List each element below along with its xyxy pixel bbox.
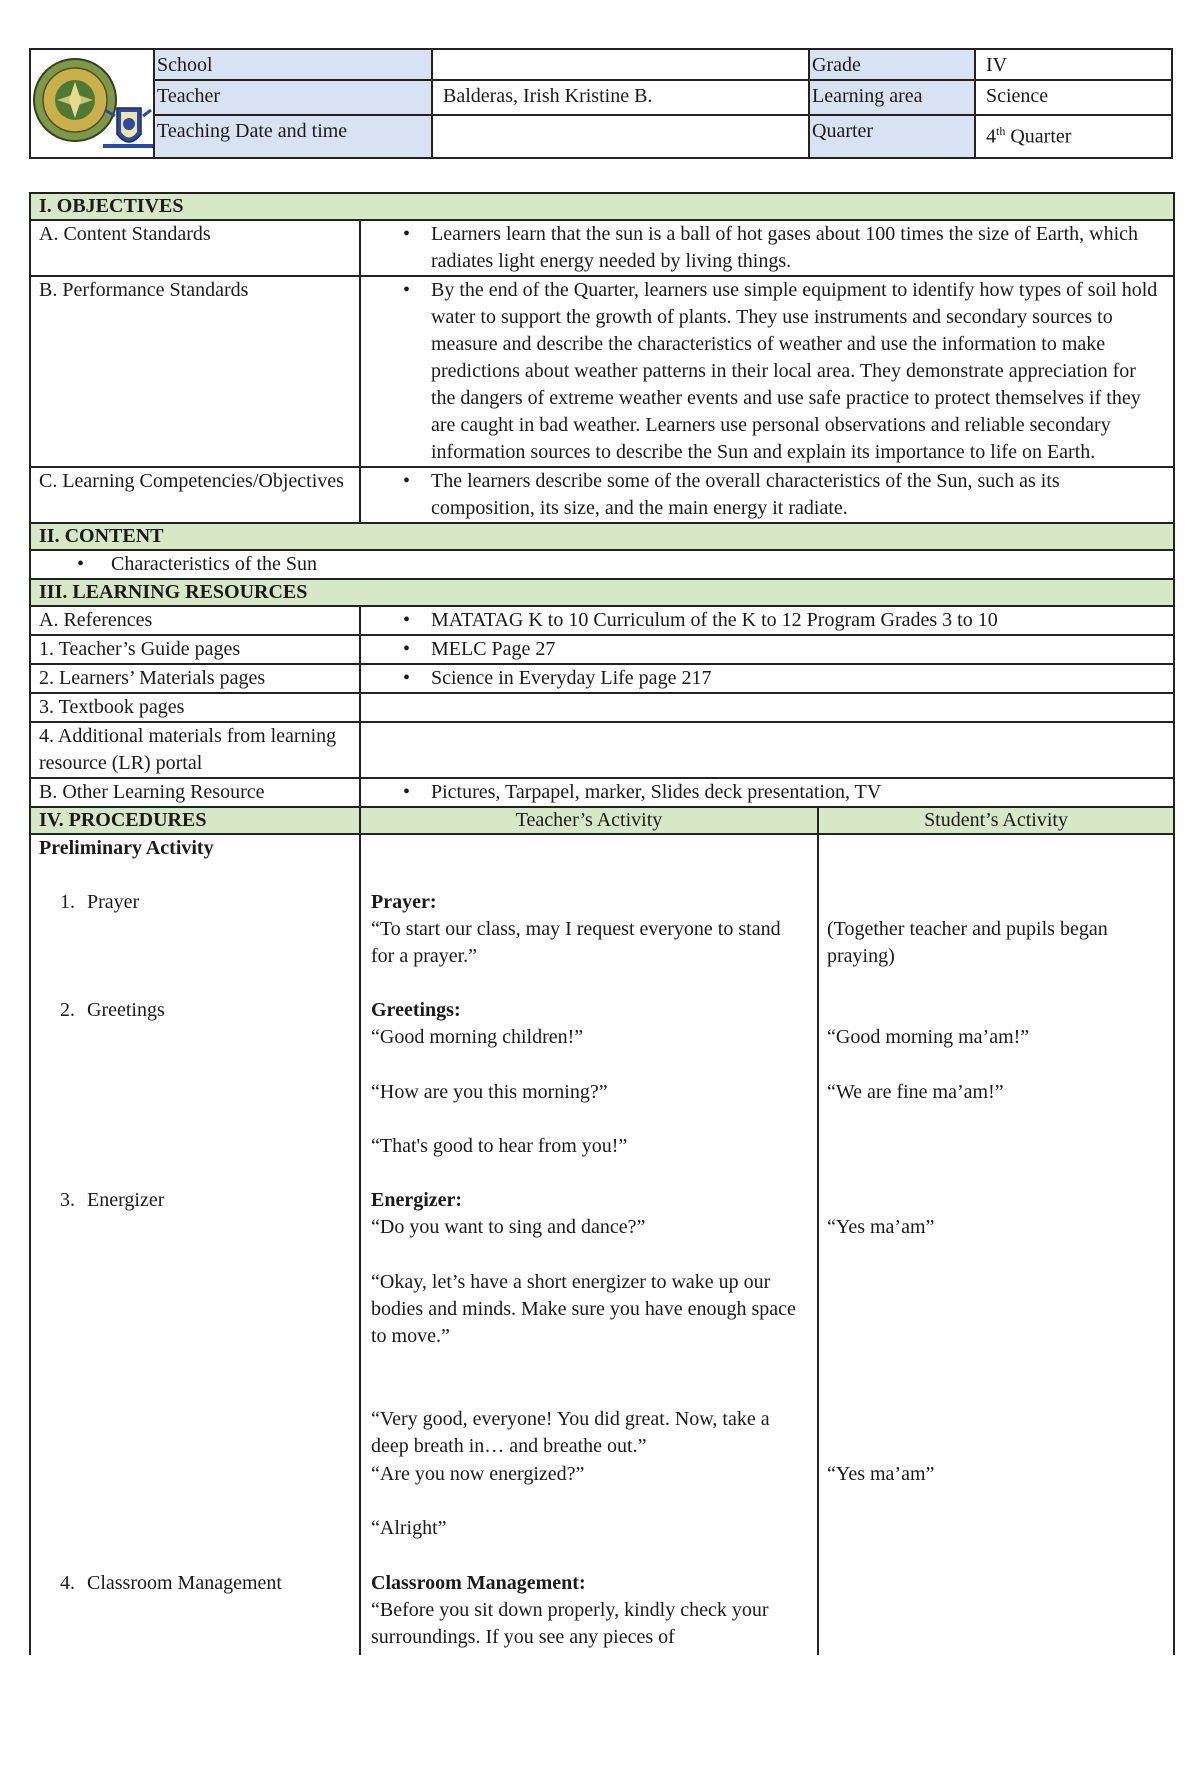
school-label: School [155, 50, 433, 81]
classroom-management-heading: Classroom Management: [371, 1572, 586, 1594]
header-table [29, 48, 1173, 159]
section-objectives [30, 193, 1174, 220]
step-name: Energizer [87, 1189, 165, 1211]
resource-value: • Pictures, Tarpapel, marker, Slides deck presentation, TV [360, 778, 1174, 807]
energizer-praise: “Very good, everyone! You did great. Now, take a deep breath in… and breathe out.” [371, 1408, 770, 1457]
resource-value: • MATATAG K to 10 Curriculum of the K to 12 Program Grades 3 to 10 [360, 606, 1174, 635]
section-resources [30, 579, 1174, 606]
energizer-text: “Do you want to sing and dance?” [371, 1216, 646, 1238]
greetings-block [371, 997, 801, 1051]
step-name: Prayer [87, 891, 140, 913]
classroom-management-text: “Before you sit down properly, kindly check your surroundings. If you see any pieces of [371, 1599, 769, 1648]
student-prayer: (Together teacher and pupils began praying) [827, 918, 1108, 967]
learning-area-value: Science [976, 81, 1171, 116]
content-title: II. CONTENT [30, 523, 1174, 550]
section-procedures [30, 807, 1174, 834]
step-name: Greetings [87, 999, 165, 1021]
content-standards-row [30, 220, 1174, 276]
prayer-heading: Prayer: [371, 891, 437, 913]
school-logo [31, 50, 155, 157]
energizer-block [371, 1187, 801, 1241]
teacher-value: Balderas, Irish Kristine B. [433, 81, 810, 116]
competencies-row [30, 467, 1174, 523]
energizer-close: “Alright” [371, 1517, 447, 1539]
quarter-label: Quarter [810, 116, 976, 157]
teacher-label: Teacher [155, 81, 433, 116]
grade-label: Grade [810, 50, 976, 81]
performance-standards-label: B. Performance Standards [30, 276, 360, 467]
teacher-activity-cell [360, 834, 818, 1655]
teacher-activity-header: Teacher’s Activity [360, 807, 818, 834]
resource-row [30, 693, 1174, 722]
competencies-label: C. Learning Competencies/Objectives [30, 467, 360, 523]
prayer-block [371, 889, 801, 970]
resource-label: B. Other Learning Resource [30, 778, 360, 807]
greetings-heading: Greetings: [371, 999, 461, 1021]
student-greeting-reply: “We are fine ma’am!” [827, 1081, 1004, 1103]
lesson-plan-table [29, 192, 1175, 1655]
content-item: • Characteristics of the Sun [30, 550, 1174, 579]
energizer-heading: Energizer: [371, 1189, 463, 1211]
student-greeting: “Good morning ma’am!” [827, 1026, 1030, 1048]
school-value [433, 50, 810, 81]
student-energized-reply: “Yes ma’am” [827, 1463, 935, 1485]
prayer-text: “To start our class, may I request everyone to stand for a prayer.” [371, 918, 781, 967]
competencies-text: • The learners describe some of the overall characteristics of the Sun, such as its composition, its size, and the main energy it radiate. [360, 467, 1174, 523]
learning-area-label: Learning area [810, 81, 976, 116]
resource-label: A. References [30, 606, 360, 635]
procedures-row [30, 834, 1174, 1655]
content-standards-text: • Learners learn that the sun is a ball of hot gases about 100 times the size of Earth, which radiates light energy needed by living things. [360, 220, 1174, 276]
grade-value: IV [976, 50, 1171, 81]
resource-row [30, 664, 1174, 693]
step-number: 1. [60, 891, 75, 913]
step-number: 2. [60, 999, 75, 1021]
greetings-question: “How are you this morning?” [371, 1081, 608, 1103]
preliminary-activity-heading: Preliminary Activity [39, 837, 214, 859]
objectives-title: I. OBJECTIVES [30, 193, 1174, 220]
procedures-title: IV. PROCEDURES [30, 807, 360, 834]
energizer-question: “Are you now energized?” [371, 1463, 585, 1485]
step-item [39, 997, 165, 1024]
resource-row [30, 778, 1174, 807]
quarter-word: Quarter [1005, 125, 1072, 148]
energizer-instruction: “Okay, let’s have a short energizer to wake up our bodies and minds. Make sure you have enough space to move.” [371, 1271, 796, 1347]
resource-value: • MELC Page 27 [360, 635, 1174, 664]
student-energizer-reply: “Yes ma’am” [827, 1216, 935, 1238]
resource-row [30, 606, 1174, 635]
resource-value [360, 722, 1174, 778]
step-name: Classroom Management [87, 1572, 282, 1594]
quarter-suffix: th [996, 124, 1006, 138]
resource-label: 4. Additional materials from learning resource (LR) portal [30, 722, 360, 778]
performance-standards-row [30, 276, 1174, 467]
step-number: 4. [60, 1572, 75, 1594]
quarter-number: 4 [986, 125, 996, 148]
resource-row [30, 635, 1174, 664]
resource-label: 3. Textbook pages [30, 693, 360, 722]
resource-label: 1. Teacher’s Guide pages [30, 635, 360, 664]
resource-label: 2. Learners’ Materials pages [30, 664, 360, 693]
step-item [39, 1570, 282, 1597]
resource-row [30, 722, 1174, 778]
date-label: Teaching Date and time [155, 116, 433, 157]
step-item [39, 889, 139, 916]
quarter-value [976, 116, 1171, 157]
resources-title: III. LEARNING RESOURCES [30, 579, 1174, 606]
performance-standards-text: • By the end of the Quarter, learners use simple equipment to identify how types of soil hold water to support the growth of plants. They use instruments and secondary sources to measure and describe the characteristics of weather and use the information to make predictions about weather patterns in their local area. They demonstrate appreciation for the dangers of extreme weather events and use safe practice to protect themselves if they are caught in bad weather. Learners use personal observations and reliable secondary information sources to describe the Sun and explain its importance to life on Earth. [360, 276, 1174, 467]
step-number: 3. [60, 1189, 75, 1211]
section-content [30, 523, 1174, 550]
resource-value [360, 693, 1174, 722]
student-activity-header: Student’s Activity [818, 807, 1174, 834]
procedure-steps-cell [30, 834, 360, 1655]
resource-value: • Science in Everyday Life page 217 [360, 664, 1174, 693]
classroom-management-block [371, 1570, 801, 1651]
date-value [433, 116, 810, 157]
content-standards-label: A. Content Standards [30, 220, 360, 276]
content-row [30, 550, 1174, 579]
greetings-reply: “That's good to hear from you!” [371, 1135, 628, 1157]
student-activity-cell [818, 834, 1174, 1655]
greetings-text: “Good morning children!” [371, 1026, 584, 1048]
step-item [39, 1187, 164, 1214]
